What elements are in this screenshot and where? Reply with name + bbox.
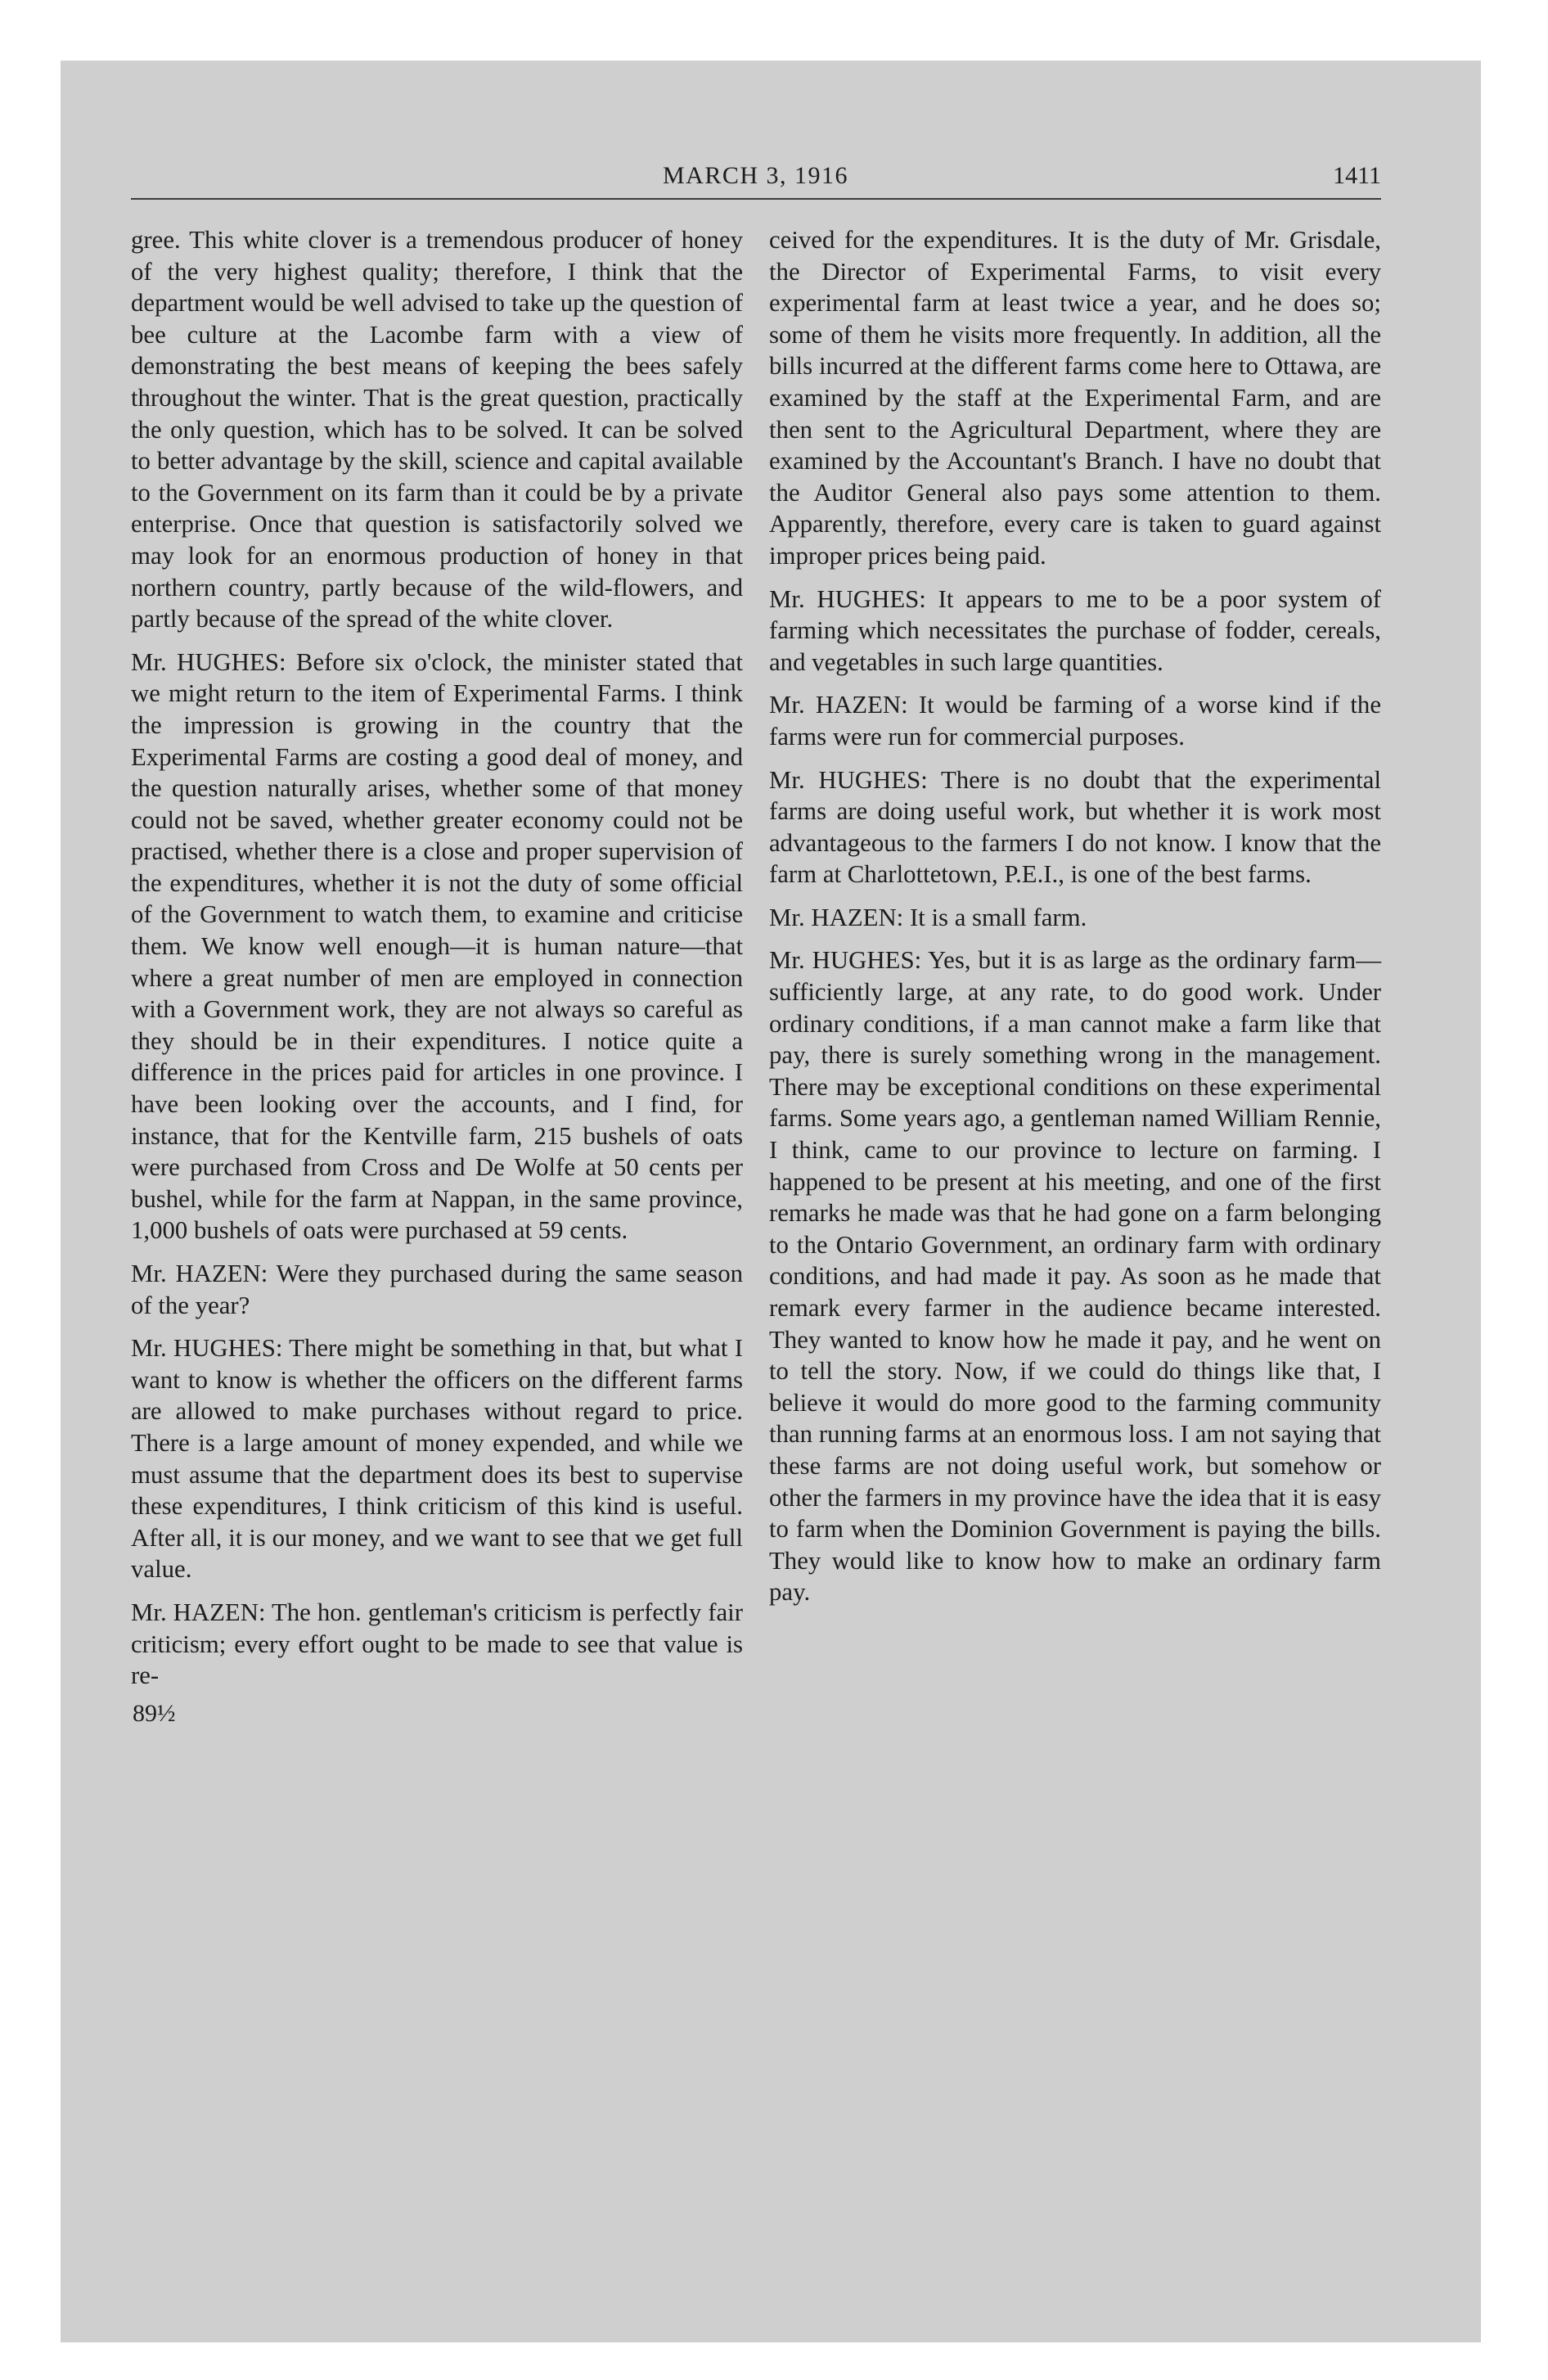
right-column bbox=[769, 224, 1381, 1729]
paragraph: Mr. HUGHES: Yes, but it is as large as the ordinary farm—sufficiently large, at any rate, to do good work. Under ordinary conditions, if a man cannot make a farm like that pay, there is surely something wrong in the management. There may be exceptional conditions on these experimental farms. Some years ago, a gentleman named William Rennie, I think, came to our province to lecture on farming. I happened to be present at his meeting, and one of the first remarks he made was that he had gone on a farm belonging to the Ontario Government, an ordinary farm with ordinary conditions, and had made it pay. As soon as he made that remark every farmer in the audience became interested. They wanted to know how he made it pay, and he went on to tell the story. Now, if we could do things like that, I believe it would do more good to the farming community than running farms at an enormous loss. I am not saying that these farms are not doing useful work, but somehow or other the farmers in my province have the idea that it is easy to farm when the Dominion Government is paying the bills. They would like to know how to make an ordinary farm pay. bbox=[769, 946, 1381, 1607]
paragraph: Mr. HUGHES: There is no doubt that the experimental farms are doing useful work, but whether it is work most advantageous to the farmers I do not know. I know that the farm at Charlottetown, P.E.I., is one of the best farms. bbox=[769, 765, 1381, 889]
paragraph: Mr. HUGHES: It appears to me to be a poor system of farming which necessitates the purchase of fodder, cereals, and vegetables in such large quantities. bbox=[769, 584, 1381, 676]
signature-mark: 89½ bbox=[133, 1699, 176, 1727]
paragraph: gree. This white clover is a tremendous producer of honey of the very highest quality; therefore, I think that the department would be well advised to take up the question of bee culture at the Lacombe farm with a view of demonstrating the best means of keeping the bees safely throughout the winter. That is the great question, practically the only question, which has to be solved. It can be solved to better advantage by the skill, science and capital available to the Government on its farm than it could be by a private enterprise. Once that question is satisfactorily solved we may look for an enormous production of honey in that northern country, partly because of the wild-flowers, and partly because of the spread of the white clover. bbox=[131, 226, 743, 633]
paragraph: Mr. HAZEN: It is a small farm. bbox=[769, 903, 1087, 931]
paragraph: Mr. HUGHES: Before six o'clock, the minister stated that we might return to the item of Experimental Farms. I think the impression is growing in the country that the Experimental Farms are costing a good deal of money, and the question naturally arises, whether some of that money could not be saved, whether greater economy could not be practised, whether there is a close and proper supervision of the expenditures, whether it is not the duty of some official of the Government to watch them, to examine and criticise them. We know well enough—it is human nature—that where a great number of men are employed in connection with a Government work, they are not always so careful as they should be in their expenditures. I notice quite a difference in the prices paid for articles in one province. I have been looking over the accounts, and I find, for instance, that for the Kentville farm, 215 bushels of oats were purchased from Cross and De Wolfe at 50 cents per bushel, while for the farm at Nappan, in the same province, 1,000 bushels of oats were purchased at 59 cents. bbox=[131, 647, 743, 1245]
left-column bbox=[131, 224, 743, 1729]
paragraph: Mr. HUGHES: There might be something in that, but what I want to know is whether the officers on the different farms are allowed to make purchases without regard to price. There is a large amount of money expended, and while we must assume that the department does its best to supervise these expenditures, I think criticism of this kind is useful. After all, it is our money, and we want to see that we get full value. bbox=[131, 1334, 743, 1584]
hansard-page bbox=[131, 147, 1381, 1729]
page-header bbox=[131, 147, 1381, 200]
two-column-body bbox=[131, 224, 1381, 1729]
page-number: 1411 bbox=[1333, 162, 1381, 189]
page-date: MARCH 3, 1916 bbox=[663, 162, 849, 189]
paragraph: Mr. HAZEN: The hon. gentleman's criticism is perfectly fair criticism; every effort ought to be made to see that value is re- bbox=[131, 1598, 743, 1690]
paragraph: Mr. HAZEN: Were they purchased during the same season of the year? bbox=[131, 1260, 743, 1319]
paragraph: Mr. HAZEN: It would be farming of a worse kind if the farms were run for commercial purposes. bbox=[769, 691, 1381, 751]
paragraph: ceived for the expenditures. It is the duty of Mr. Grisdale, the Director of Experimental Farms, to visit every experimental farm at least twice a year, and he does so; some of them he visits more frequently. In addition, all the bills incurred at the different farms come here to Ottawa, are examined by the staff at the Experimental Farm, and are then sent to the Agricultural Department, where they are examined by the Accountant's Branch. I have no doubt that the Auditor General also pays some attention to them. Apparently, therefore, every care is taken to guard against improper prices being paid. bbox=[769, 226, 1381, 570]
